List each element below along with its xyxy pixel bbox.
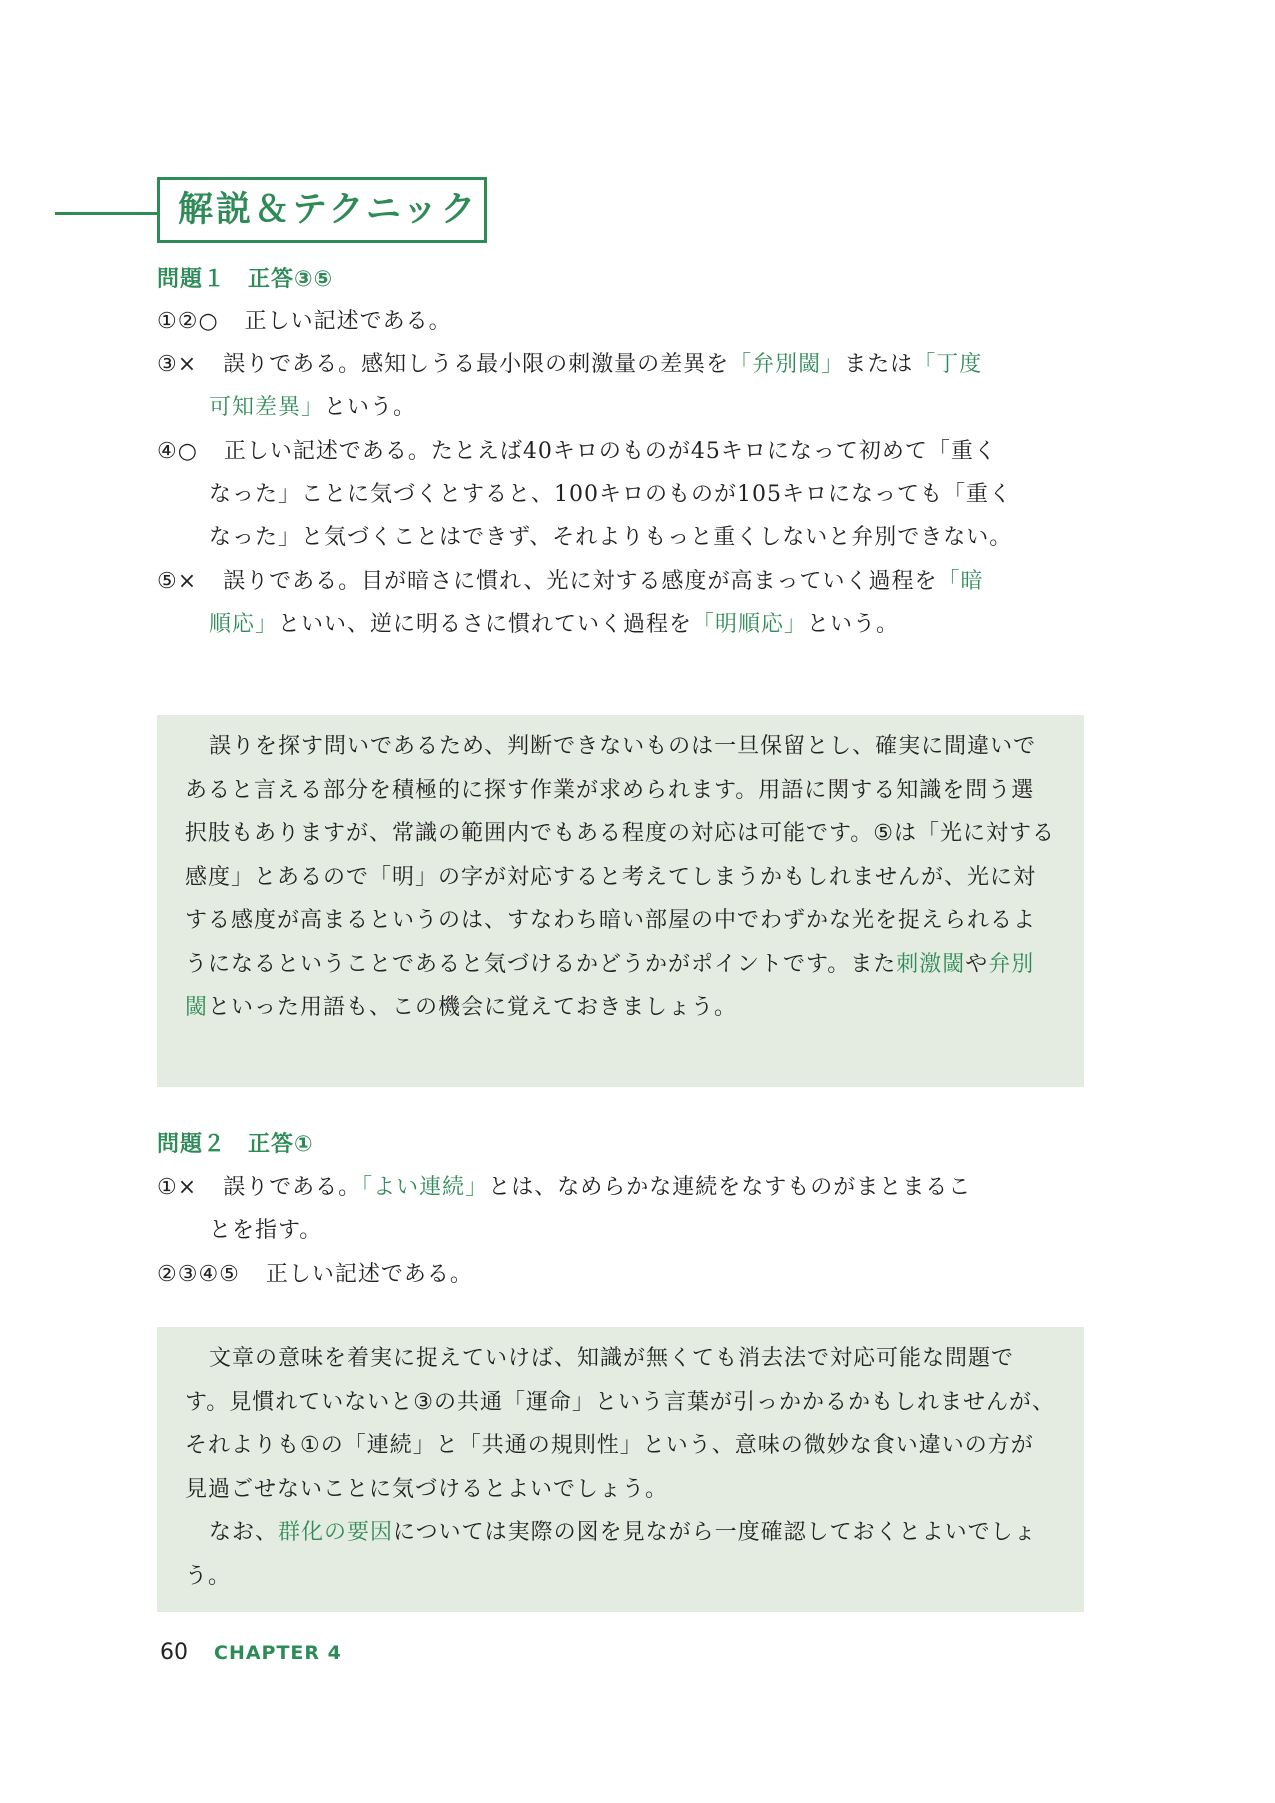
item-mark: ①②○ <box>157 309 219 334</box>
item-text: とは、なめらかな連続をなすものがまとまるこ <box>488 1175 972 1200</box>
item-text: 正しい記述である。 <box>265 1262 473 1287</box>
item-text: 正しい記述である。たとえば40キロのものが45キロになって初めて「重く <box>223 439 997 464</box>
q2-label: 問題２ <box>157 1132 227 1157</box>
q2-note-box <box>157 1327 1084 1612</box>
chapter-label: CHAPTER 4 <box>214 1642 342 1664</box>
item-mark: ①× <box>157 1175 198 1200</box>
q1-note-box <box>157 715 1084 1087</box>
item-text: 誤りである。感知しうる最小限の刺激量の差異を <box>223 352 730 377</box>
term-choudo-b: 可知差異」 <box>209 395 325 420</box>
q1-label: 問題１ <box>157 267 227 292</box>
q1-item-1 <box>157 300 1087 343</box>
item-text: といい、逆に明るさに慣れていく過程を <box>278 612 693 637</box>
section-title: 解説＆テクニック <box>157 177 487 243</box>
q1-answer: 正答③⑤ <box>248 267 334 292</box>
term-meijunnou: 「明順応」 <box>692 612 808 637</box>
item-mark: ③× <box>157 352 198 377</box>
term-anjunnou-a: 「暗 <box>937 569 984 594</box>
term-benbetsu: 「弁別閾」 <box>729 352 845 377</box>
item-cont: なった」ことに気づくとすると、100キロのものが105キロになっても「重く <box>209 482 1012 507</box>
q1-item-5 <box>157 560 1087 646</box>
item-text: という。 <box>324 395 417 420</box>
page-number: 60 <box>160 1640 188 1665</box>
header-rule <box>55 212 157 215</box>
item-text: または <box>844 352 914 377</box>
term-gunka: 群化の要因 <box>278 1520 394 1545</box>
term-yoirenzoku: 「よい連続」 <box>361 1175 489 1200</box>
item-text: 正しい記述である。 <box>244 309 452 334</box>
term-choudo-a: 「丁度 <box>913 352 983 377</box>
item-text: という。 <box>807 612 900 637</box>
item-text: 誤りである。目が暗さに慣れ、光に対する感度が高まっていく過程を <box>223 569 938 594</box>
term-shigeki: 刺激閾 <box>896 951 966 977</box>
item-mark: ⑤× <box>157 569 198 594</box>
item-mark: ④○ <box>157 439 198 464</box>
term-anjunnou-b: 順応」 <box>209 612 279 637</box>
item-cont: なった」と気づくことはできず、それよりもっと重くしないと弁別できない。 <box>209 525 1013 550</box>
note-text: 文章の意味を着実に捉えていけば、知識が無くても消去法で対応可能な問題です。見慣れていないと③の共通「運命」という言葉が引っかかるかもしれませんが、それよりも①の「連続」と「共通の規則性」という、意味の微妙な食い違いの方が見過ごせないことに気づけるとよいでしょう。 <box>185 1346 1055 1502</box>
q2-answer: 正答① <box>248 1132 314 1157</box>
term-benbetsu-note: 弁別閾 <box>185 951 1035 1020</box>
q2-item-1 <box>157 1166 1087 1252</box>
q1-heading <box>157 262 333 293</box>
item-cont: とを指す。 <box>209 1218 323 1243</box>
q1-item-4 <box>157 430 1087 559</box>
q1-item-3 <box>157 343 1087 429</box>
note-text: なお、群化の要因については実際の図を見ながら一度確認しておくとよいでしょう。 <box>185 1520 1037 1589</box>
item-mark: ②③④⑤ <box>157 1262 240 1287</box>
q2-heading <box>157 1127 314 1158</box>
item-text: 誤りである。 <box>223 1175 362 1200</box>
q2-item-2 <box>157 1253 1087 1296</box>
note-text: 誤りを探す問いであるため、判断できないものは一旦保留とし、確実に間違いであると言える部分を積極的に探す作業が求められます。用語に関する知識を問う選択肢もありますが、常識の範囲内でもある程度の対応は可能です。⑤は「光に対する感度」とあるので「明」の字が対応すると考えてしまうかもしれませんが、光に対する感度が高まるというのは、すなわち暗い部屋の中でわずかな光を捉えられるようになるということであると気づけるかどうかがポイントです。また刺激閾や弁別閾といった用語も、この機会に覚えておきましょう。 <box>185 734 1055 1020</box>
